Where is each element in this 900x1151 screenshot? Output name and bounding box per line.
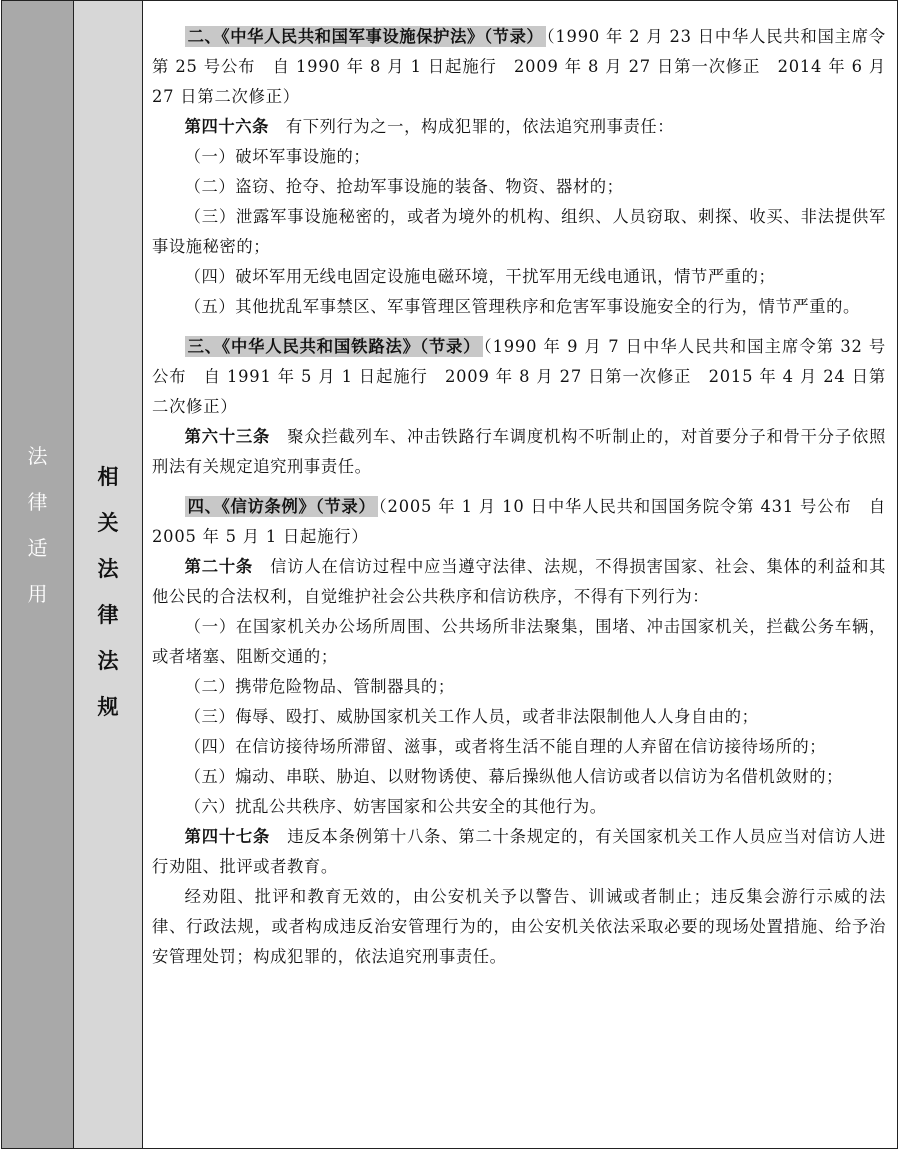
section-header-line <box>152 492 886 552</box>
category-char: 律 <box>27 490 48 514</box>
article-paragraph <box>152 552 886 612</box>
law-section-railway <box>152 332 886 482</box>
article-paragraph <box>152 112 886 142</box>
subcategory-char: 律 <box>97 603 119 627</box>
section-heading: 四、《信访条例》（节录） <box>185 496 379 517</box>
section-heading: 三、《中华人民共和国铁路法》（节录） <box>185 336 484 357</box>
subcategory-char: 法 <box>97 649 119 673</box>
section-source: （1990 年 9 月 7 日中华人民共和国主席令第 32 号公布 自 1991 年 5 月 1 日起施行 2009 年 8 月 27 日第一次修正 2015 年 4 月 24 日第二次修正） <box>152 337 886 416</box>
section-header-line <box>152 332 886 422</box>
section-heading: 二、《中华人民共和国军事设施保护法》（节录） <box>185 26 547 47</box>
category-char: 法 <box>27 444 48 468</box>
clause-paragraph: （四）在信访接待场所滞留、滋事，或者将生活不能自理的人弃留在信访接待场所的； <box>184 737 827 756</box>
article-number: 第四十六条 <box>184 117 270 136</box>
article-number: 第四十七条 <box>184 827 271 846</box>
article-paragraph <box>152 422 886 482</box>
clause-paragraph: （六）扰乱公共秩序、妨害国家和公共安全的其他行为。 <box>184 797 607 816</box>
subcategory-char: 关 <box>97 511 119 535</box>
category-char: 用 <box>27 582 48 606</box>
section-header-line <box>152 22 886 112</box>
article-number: 第二十条 <box>184 557 254 576</box>
article-text: 有下列行为之一，构成犯罪的，依法追究刑事责任： <box>269 117 675 136</box>
clause-paragraph: （四）破坏军用无线电固定设施电磁环境，干扰军用无线电通讯，情节严重的； <box>184 267 776 286</box>
subcategory-column <box>74 1 143 1148</box>
body-paragraph: 经劝阻、批评和教育无效的，由公安机关予以警告、训诫或者制止；违反集会游行示威的法律、行政法规，或者构成违反治安管理行为的，由公安机关依法采取必要的现场处置措施、给予治安管理处罚；构成犯罪的，依法追究刑事责任。 <box>152 887 886 966</box>
category-column <box>2 1 74 1148</box>
section-source: （2005 年 1 月 10 日中华人民共和国国务院令第 431 号公布 自 2005 年 5 月 1 日起施行） <box>152 497 886 546</box>
clause-paragraph: （三）泄露军事设施秘密的，或者为境外的机构、组织、人员窃取、刺探、收买、非法提供军事设施秘密的； <box>152 207 886 256</box>
clause-paragraph: （一）破坏军事设施的； <box>184 147 371 166</box>
category-label <box>2 433 73 617</box>
clause-paragraph: （二）盗窃、抢夺、抢劫军事设施的装备、物资、器材的； <box>184 177 624 196</box>
article-text: 聚众拦截列车、冲击铁路行车调度机构不听制止的，对首要分子和骨干分子依照刑法有关规定追究刑事责任。 <box>152 427 886 476</box>
clause-paragraph: （三）侮辱、殴打、威胁国家机关工作人员，或者非法限制他人人身自由的； <box>184 707 759 726</box>
law-section-military <box>152 22 886 322</box>
subcategory-char: 法 <box>97 557 119 581</box>
subcategory-char: 相 <box>97 465 119 489</box>
subcategory-char: 规 <box>97 695 119 719</box>
article-text: 违反本条例第十八条、第二十条规定的，有关国家机关工作人员应当对信访人进行劝阻、批评或者教育。 <box>152 827 886 876</box>
law-content <box>152 22 886 972</box>
article-text: 信访人在信访过程中应当遵守法律、法规，不得损害国家、社会、集体的利益和其他公民的合法权利，自觉维护社会公共秩序和信访秩序，不得有下列行为： <box>152 557 886 606</box>
clause-paragraph: （五）其他扰乱军事禁区、军事管理区管理秩序和危害军事设施安全的行为，情节严重的。 <box>184 297 860 316</box>
clause-paragraph: （二）携带危险物品、管制器具的； <box>184 677 455 696</box>
article-paragraph <box>152 822 886 882</box>
category-char: 适 <box>27 536 48 560</box>
clause-paragraph: （一）在国家机关办公场所周围、公共场所非法聚集，围堵、冲击国家机关，拦截公务车辆，或者堵塞、阻断交通的； <box>152 617 886 666</box>
article-number: 第六十三条 <box>184 427 271 446</box>
law-section-petition <box>152 492 886 972</box>
clause-paragraph: （五）煽动、串联、胁迫、以财物诱使、幕后操纵他人信访或者以信访为名借机敛财的； <box>184 767 843 786</box>
subcategory-label <box>74 454 142 730</box>
section-source: （1990 年 2 月 23 日中华人民共和国主席令第 25 号公布 自 1990 年 8 月 1 日起施行 2009 年 8 月 27 日第一次修正 2014 年 6 月 27 日第二次修正） <box>152 27 886 106</box>
